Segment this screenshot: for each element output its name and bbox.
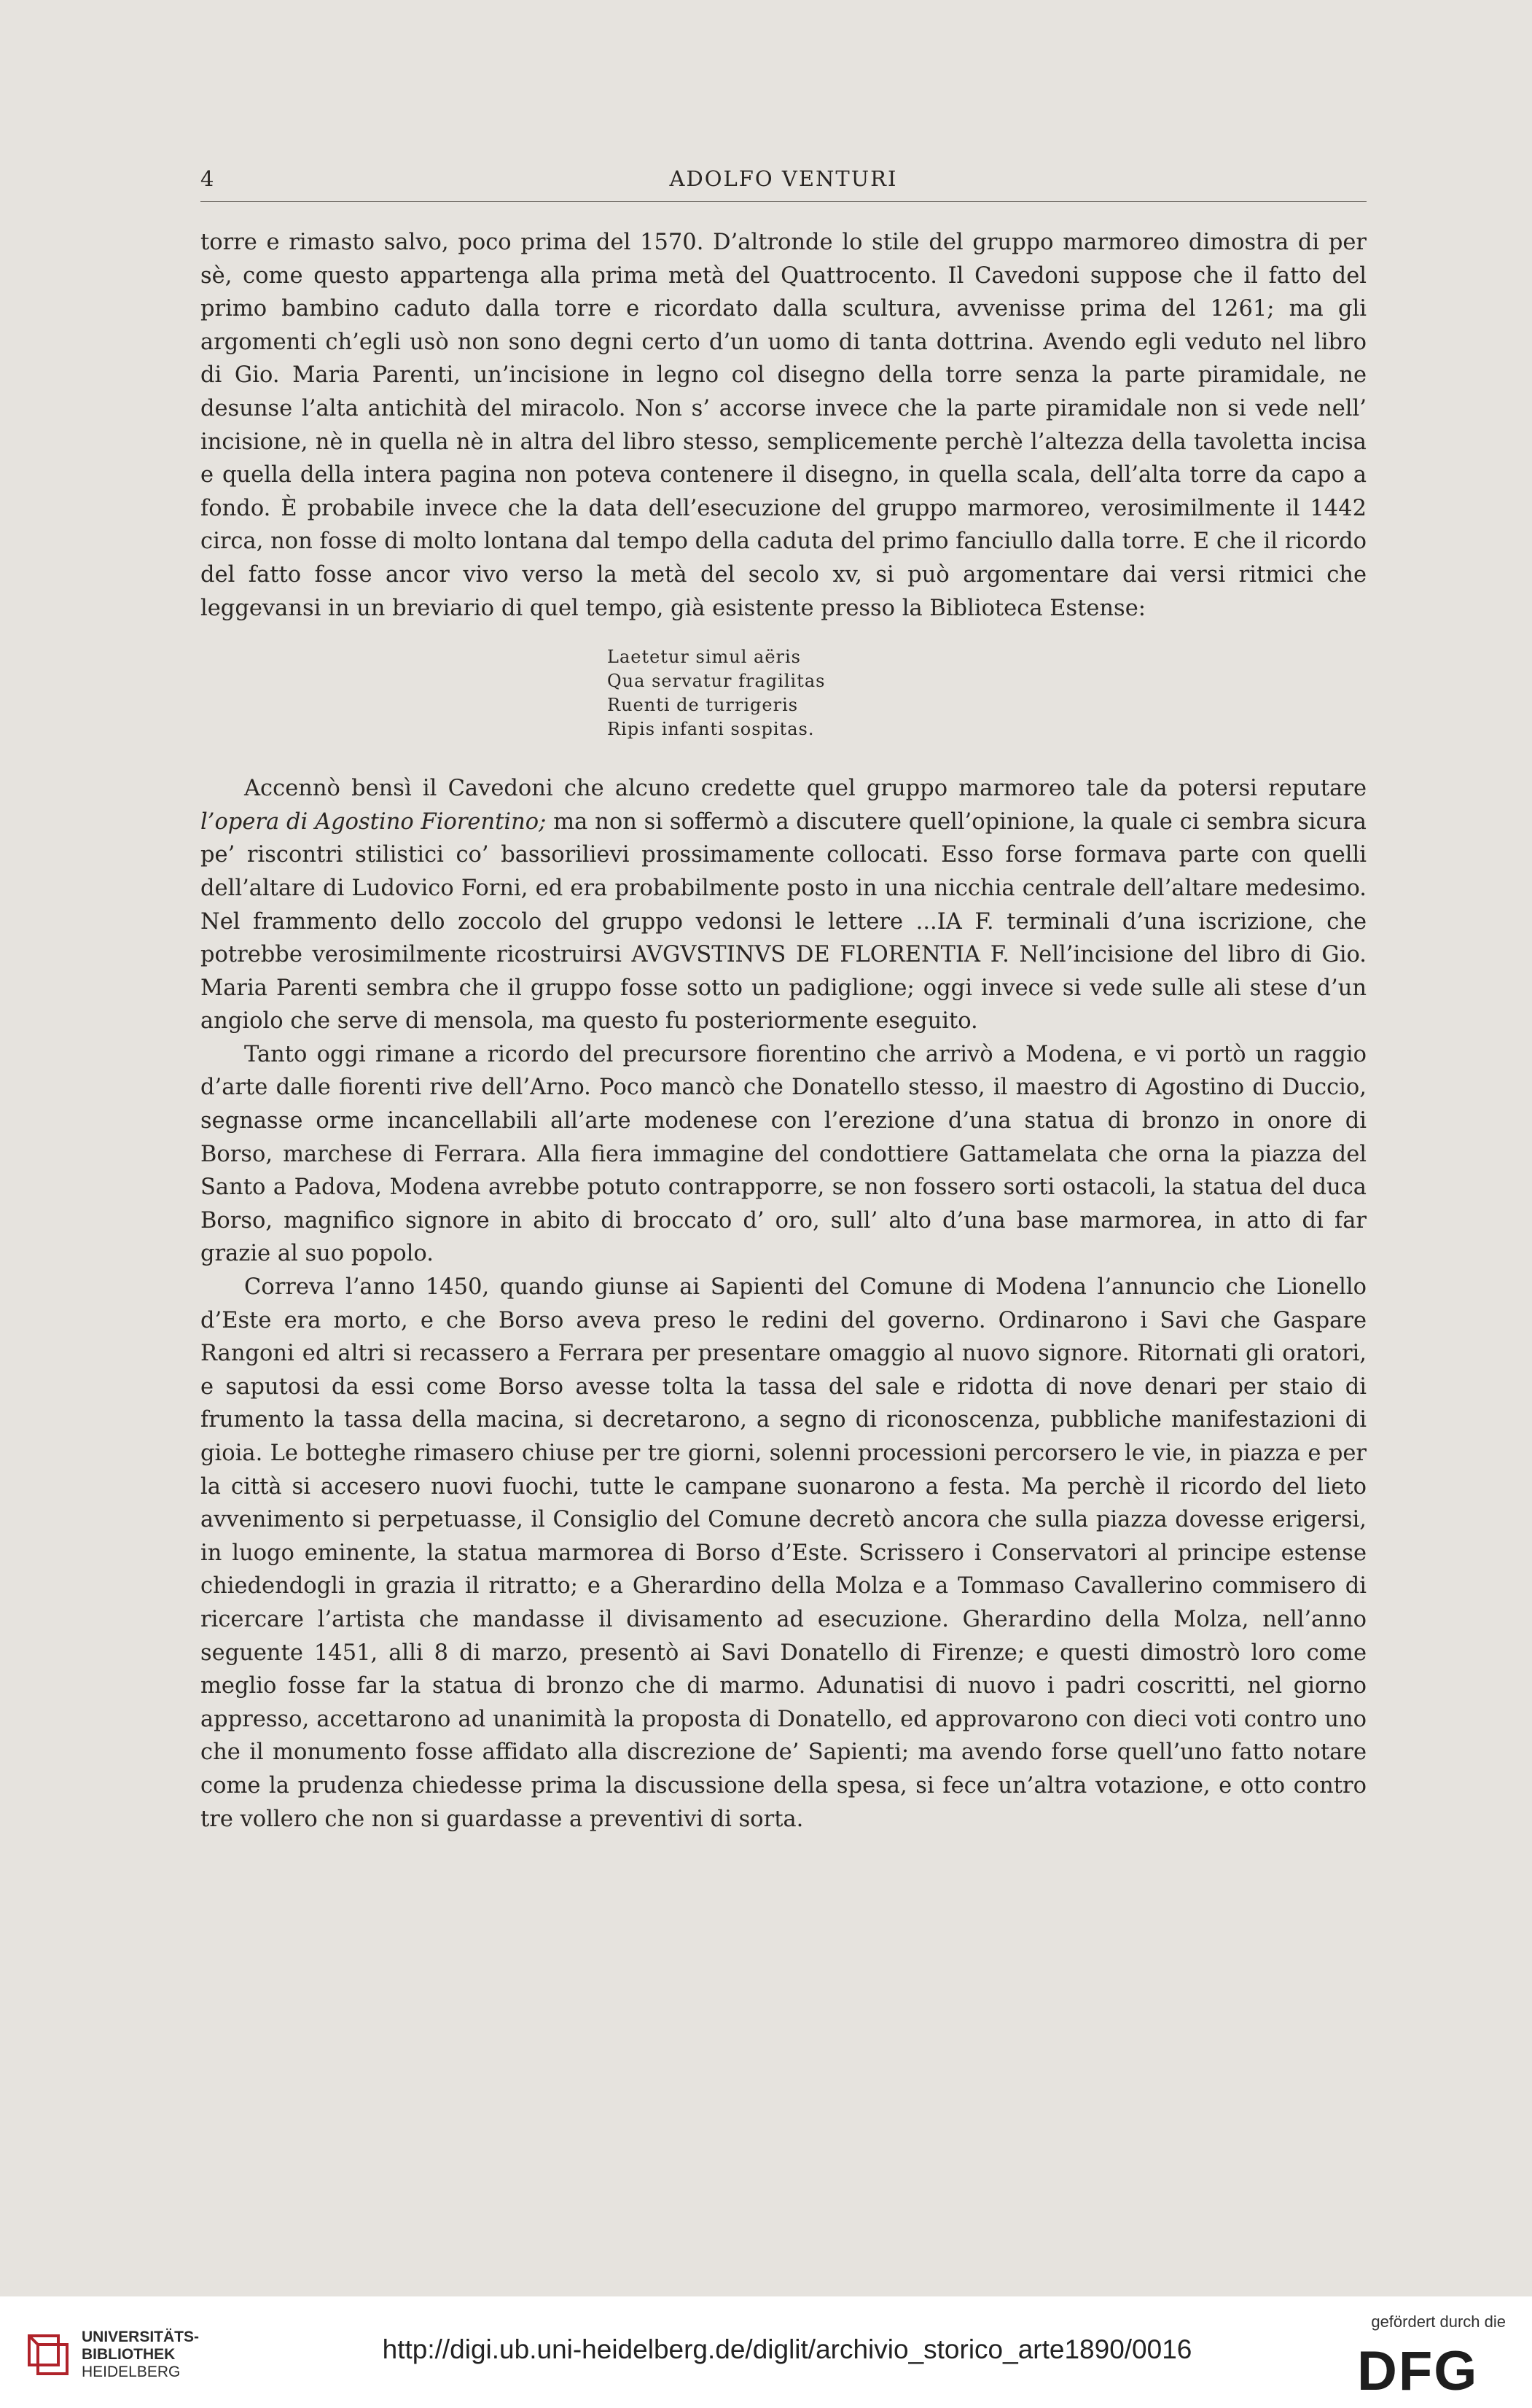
paragraph-3: Tanto oggi rimane a ricordo del precursore fiorentino che arrivò a Modena, e vi portò un raggio d’arte dalle fiorenti rive dell’Arno. Poco mancò che Donatello stesso, il maestro di Agostino di Duccio, segnasse orme incancellabili all’arte modenese con l’erezione d’una statua di bronzo in onore di Borso, marchese di Ferrara. Alla fiera immagine del condottiere Gattamelata che orna la piazza del Santo a Padova, Modena avrebbe potuto contrapporre, se non fossero sorti ostacoli, la statua del duca Borso, magnifico signore in abito di broccato d’ oro, sull’ alto d’una base marmorea, in atto di far grazie al suo popolo. [200,1041,1367,1267]
dfg-logo-icon [1357,2345,1510,2394]
running-head [200,166,1367,195]
verse-line-2: Qua servatur fragilitas [607,671,826,692]
sponsor-caption: gefördert durch die [1371,2312,1506,2331]
svg-text:DFG: DFG [1357,2345,1479,2394]
library-name: UNIVERSITÄTS- BIBLIOTHEK HEIDELBERG [82,2329,200,2380]
verse-line-1: Laetetur simul aëris [607,647,801,668]
header-rule [200,201,1367,202]
paragraph-1: torre e rimasto salvo, poco prima del 1570. D’altronde lo stile del gruppo marmoreo dimostra di per sè, come questo appartenga alla prima metà del Quattrocento. Il Cavedoni suppose che il fatto del primo bambino caduto dalla torre e ricordato dalla scultura, avvenisse prima del 1261; ma gli argomenti ch’egli usò non sono degni certo d’un uomo di tanta dottrina. Avendo egli veduto nel libro di Gio. Maria Parenti, un’incisione in legno col disegno della torre senza la parte piramidale, ne desunse l’alta antichità del miracolo. Non s’ accorse invece che la parte piramidale non si vede nell’ incisione, nè in quella nè in altra del libro stesso, semplicemente perchè l’altezza della tavoletta incisa e quella della intera pagina non poteva contenere il disegno, in quella scala, dell’alta torre da capo a fondo. È probabile invece che la data dell’esecuzione del gruppo marmoreo, verosimilmente il 1442 circa, non fosse di molto lontana dal tempo della caduta del primo fanciullo dalla torre. E che il ricordo del fatto fosse ancor vivo verso la metà del secolo xv, si può argomentare dai versi ritmici che leggevansi in un breviario di quel tempo, già esistente presso la Biblioteca Estense: [200,230,1367,621]
verse-quotation [607,645,1367,741]
paragraph-2-rest: ma non si soffermò a discutere quell’opinione, la quale ci sembra sicura pe’ riscontri stilistici co’ bassorilievi prossimamente collocati. Esso forse formava parte con quelli dell’altare di Ludovico Forni, ed era probabilmente posto in una nicchia centrale dell’altare medesimo. Nel frammento dello zoccolo del gruppo vedonsi le lettere ...IA F. terminali d’una iscrizione, che potrebbe verosimilmente ricostruirsi AVGVSTINVS DE FLORENTIA F. Nell’incisione del libro di Gio. Maria Parenti sembra che il gruppo fosse sotto un padiglione; oggi invece si vede sulle ali stese d’un angiolo che serve di mensola, ma questo fu posteriormente eseguito. [200,808,1367,1034]
digitization-footer [0,2296,1532,2408]
permalink-url[interactable]: http://digi.ub.uni-heidelberg.de/diglit/archivio_storico_arte1890/0016 [382,2334,1192,2364]
verse-line-4: Ripis infanti sospitas. [607,719,815,740]
running-head-author: ADOLFO VENTURI [669,166,898,191]
body-text [200,226,1367,1836]
verse-line-3: Ruenti de turrigeris [607,695,799,716]
page-number: 4 [200,166,216,191]
paragraph-2-lead: Accennò bensì il Cavedoni che alcuno credette quel gruppo marmoreo tale da potersi reputare [244,776,1367,802]
paragraph-2 [200,772,1367,1038]
library-logo-icon [25,2331,71,2378]
paragraph-4: Correva l’anno 1450, quando giunse ai Sapienti del Comune di Modena l’annuncio che Lionello d’Este era morto, e che Borso aveva preso le redini del governo. Ordinarono i Savi che Gaspare Rangoni ed altri si recassero a Ferrara per presentare omaggio al nuovo signore. Ritornati gli oratori, e saputosi da essi come Borso avesse tolta la tassa del sale e ridotta di nove denari per staio di frumento la tassa della macina, si decretarono, a segno di riconoscenza, pubbliche manifestazioni di gioia. Le botteghe rimasero chiuse per tre giorni, solenni processioni percorsero le vie, in piazza e per la città si accesero nuovi fuochi, tutte le campane suonarono a festa. Ma perchè il ricordo del lieto avvenimento si perpetuasse, il Consiglio del Comune decretò ancora che sulla piazza dovesse erigersi, in luogo eminente, la statua marmorea di Borso d’Este. Scrissero i Conservatori al principe estense chiedendogli in grazia il ritratto; e a Gherardino della Molza e a Tommaso Cavallerino commisero di ricercare l’artista che mandasse il divisamento ad esecuzione. Gherardino della Molza, nell’anno seguente 1451, alli 8 di marzo, presentò ai Savi Donatello di Firenze; e questi dimostrò loro come meglio fosse far la statua di bronzo che di marmo. Adunatisi di nuovo i padri coscritti, nel giorno appresso, accettarono ad unanimità la proposta di Donatello, ed approvarono con dieci voti contro uno che il monumento fosse affidato alla discrezione de’ Sapienti; ma avendo forse quell’uno fatto notare come la prudenza chiedesse prima la discussione della spesa, si fece un’altra votazione, e otto contro tre vollero che non si guardasse a preventivi di sorta. [200,1274,1367,1832]
paragraph-2-italic-title: l’opera di Agostino Fiorentino; [200,808,547,835]
